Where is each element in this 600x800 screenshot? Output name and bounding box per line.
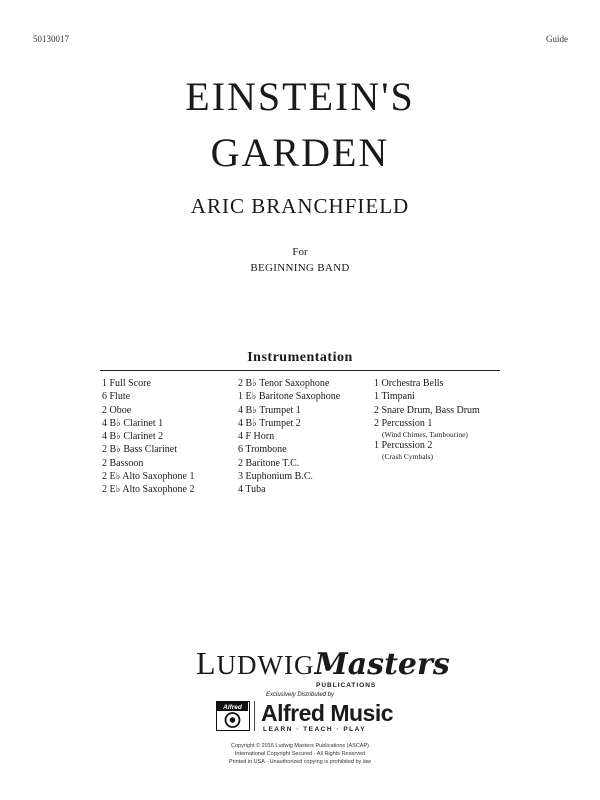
- ludwig-wordmark: UDWIG: [216, 650, 315, 680]
- instrument-item: 2 B♭ Bass Clarinet: [102, 444, 177, 456]
- publications-label: PUBLICATIONS: [316, 682, 377, 689]
- title-line-1: EINSTEIN'S: [185, 74, 415, 119]
- instrument-item: 2 Snare Drum, Bass Drum: [374, 404, 480, 416]
- part-label: Guide: [546, 34, 568, 44]
- instrument-item: 2 E♭ Alto Saxophone 2: [102, 484, 195, 496]
- instrument-item: 2 E♭ Alto Saxophone 1: [102, 471, 195, 483]
- instrument-item: 6 Flute: [102, 391, 131, 403]
- instrument-item: 2 Bassoon: [102, 457, 144, 469]
- instrument-item: 4 B♭ Trumpet 2: [238, 417, 301, 429]
- copyright-line-3: Printed in USA · Unauthorized copying is prohibited by law: [228, 759, 372, 765]
- alfred-badge-icon: [216, 701, 250, 731]
- masters-wordmark: Masters: [314, 647, 450, 682]
- copyright-line-2: International Copyright Secured · All Rights Reserved: [234, 751, 366, 757]
- instrumentation-divider: [100, 370, 500, 371]
- instrument-item: 1 Orchestra Bells: [374, 378, 444, 389]
- catalog-number: 50130017: [33, 34, 69, 44]
- instrument-item: 1 Timpani: [374, 391, 415, 403]
- for-label: For: [292, 246, 308, 258]
- ensemble-label: BEGINNING BAND: [250, 262, 350, 274]
- logo-divider: [254, 701, 255, 731]
- ludwig-initial: L: [196, 645, 217, 681]
- instrument-note: (Crash Cymbals): [382, 452, 434, 462]
- instrument-item: 4 B♭ Trumpet 1: [238, 404, 301, 416]
- instrument-column-1: [102, 377, 195, 497]
- instrument-item: 4 B♭ Clarinet 2: [102, 431, 164, 443]
- composer-name: ARIC BRANCHFIELD: [190, 194, 410, 218]
- distributed-by-label: Exclusively Distributed by: [265, 692, 335, 698]
- instrument-item: 4 F Horn: [238, 431, 275, 443]
- instrument-item: 4 Tuba: [238, 484, 266, 496]
- instrument-item: 2 Oboe: [102, 404, 132, 416]
- alfred-badge-text: Alfred: [223, 704, 242, 711]
- instrument-item: 2 B♭ Tenor Saxophone: [238, 378, 330, 389]
- instrument-note: (Wind Chimes, Tambourine): [382, 430, 468, 440]
- instrument-item: 2 Percussion 1: [374, 417, 433, 429]
- instrument-item: 1 Percussion 2: [374, 440, 433, 452]
- instrument-column-2: [238, 377, 340, 497]
- instrument-item: 4 B♭ Clarinet 1: [102, 417, 164, 429]
- alfred-music-wordmark: Alfred Music: [261, 700, 394, 726]
- instrument-item: 3 Euphonium B.C.: [238, 471, 314, 483]
- alfred-tagline: LEARN · TEACH · PLAY: [263, 726, 367, 733]
- title-line-2: GARDEN: [210, 130, 390, 175]
- instrument-column-3: [374, 377, 480, 461]
- instrument-item: 1 E♭ Baritone Saxophone: [238, 391, 341, 403]
- instrumentation-heading: Instrumentation: [247, 350, 353, 365]
- copyright-line-1: Copyright © 2016 Ludwig Masters Publications (ASCAP): [231, 743, 369, 749]
- instrument-item: 6 Trombone: [238, 444, 287, 456]
- instrument-item: 1 Full Score: [102, 378, 151, 389]
- instrument-item: 2 Baritone T.C.: [238, 457, 300, 469]
